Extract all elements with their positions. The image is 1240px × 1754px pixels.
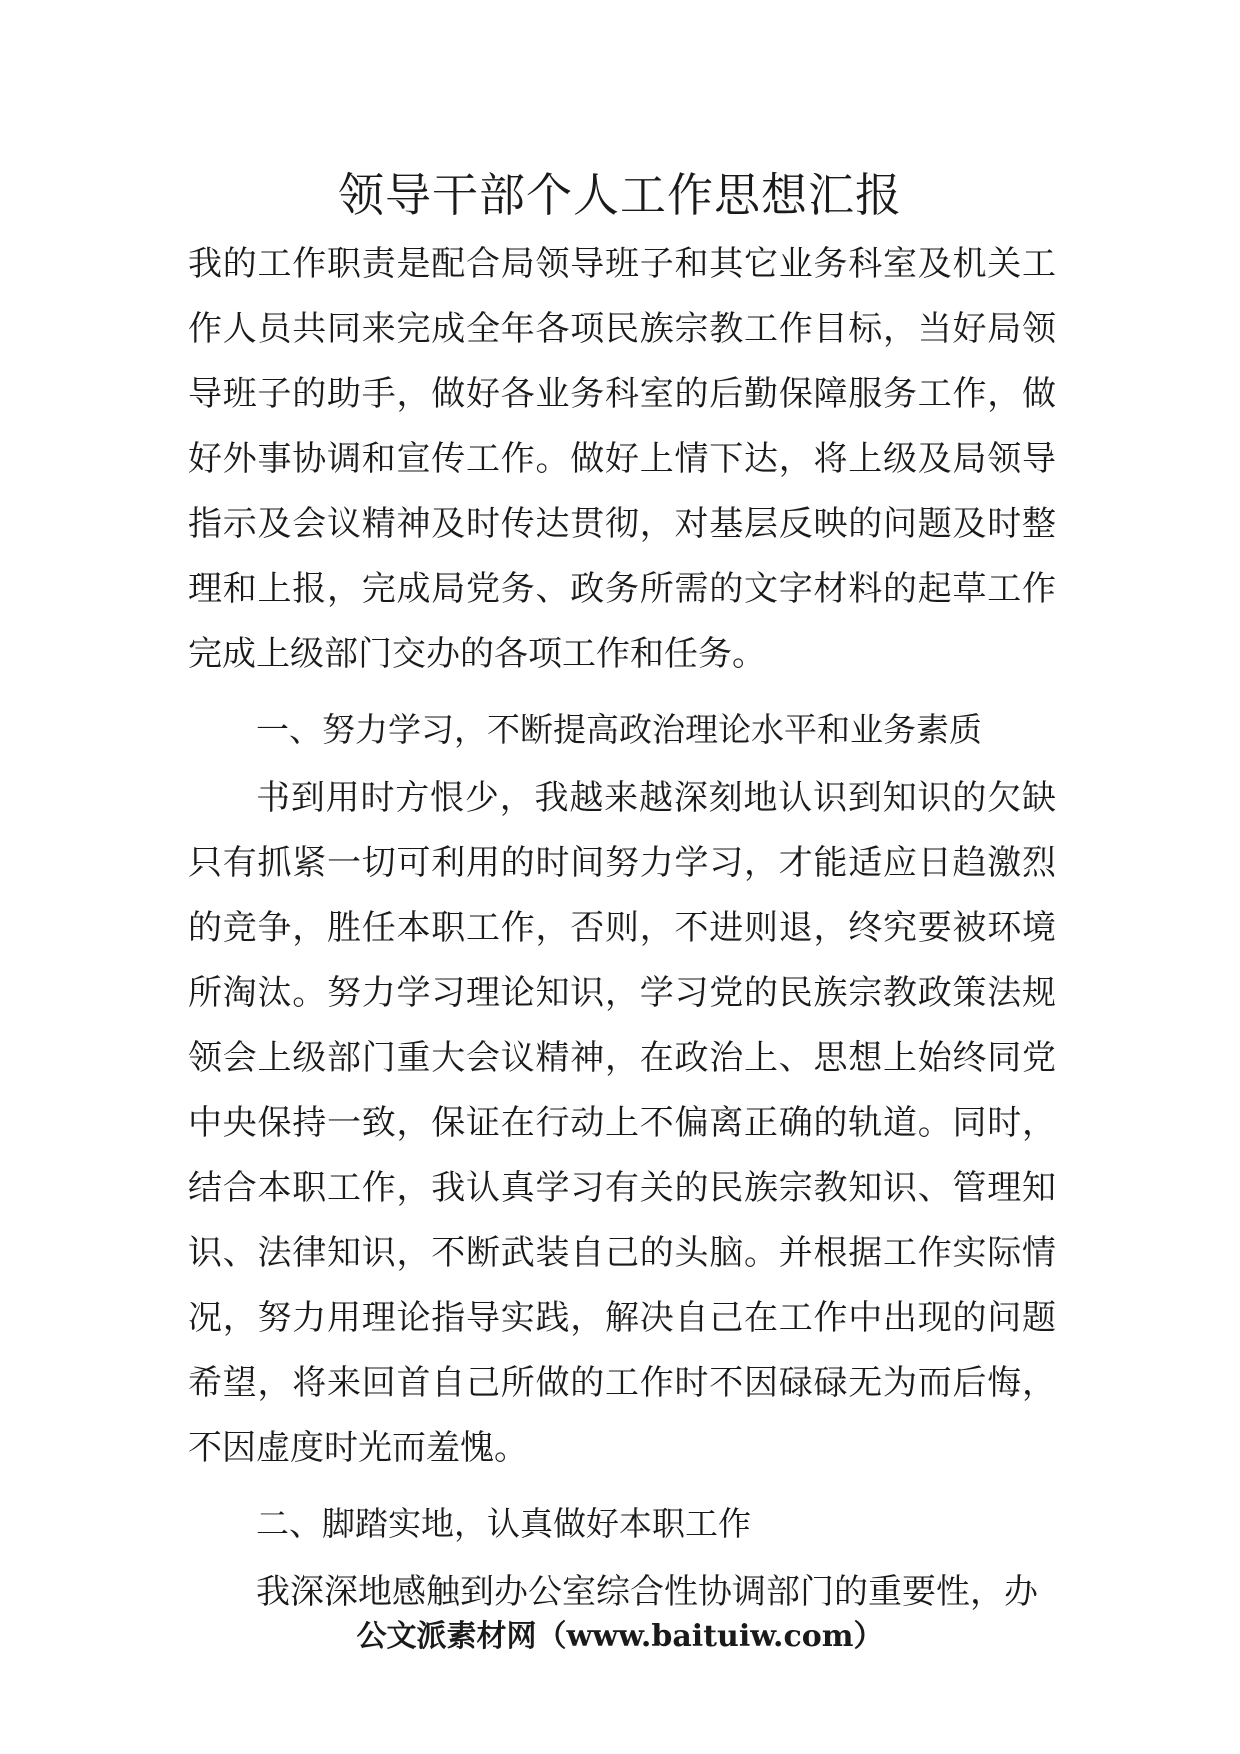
section-paragraph-2: 我深深地感触到办公室综合性协调部门的重要性，办 bbox=[256, 1572, 1038, 1612]
section-heading-1: 一、努力学习，不断提高政治理论水平和业务素质 bbox=[256, 710, 982, 749]
footer-watermark: 公文派素材网（www.baituiw.com） bbox=[356, 1619, 884, 1654]
document-title: 领导干部个人工作思想汇报 bbox=[338, 168, 902, 222]
intro-paragraph: 我的工作职责是配合局领导班子和其它业务科室及机关工作人员共同来完成全年各项民族宗教工作目标，当好局领导班子的助手，做好各业务科室的后勤保障服务工作，做好外事协调和宣传工作。做好上情下达，将上级及局领导指示及会议精神及时传达贯彻，对基层反映的问题及时整理和上报，完成局党务、政务所需的文字材料的起草工作完成上级部门交办的各项工作和任务。 bbox=[188, 244, 1056, 674]
section-heading-2: 二、脚踏实地，认真做好本职工作 bbox=[256, 1504, 751, 1543]
document-body bbox=[188, 232, 1056, 1625]
section-paragraph-1: 书到用时方恨少，我越来越深刻地认识到知识的欠缺只有抓紧一切可利用的时间努力学习，才能适应日趋激烈的竞争，胜任本职工作，否则，不进则退，终究要被环境所淘汰。努力学习理论知识，学习党的民族宗教政策法规领会上级部门重大会议精神，在政治上、思想上始终同党中央保持一致，保证在行动上不偏离正确的轨道。同时，结合本职工作，我认真学习有关的民族宗教知识、管理知识、法律知识，不断武装自己的头脑。并根据工作实际情况，努力用理论指导实践，解决自己在工作中出现的问题希望，将来回首自己所做的工作时不因碌碌无为而后悔，不因虚度时光而羞愧。 bbox=[188, 778, 1056, 1468]
